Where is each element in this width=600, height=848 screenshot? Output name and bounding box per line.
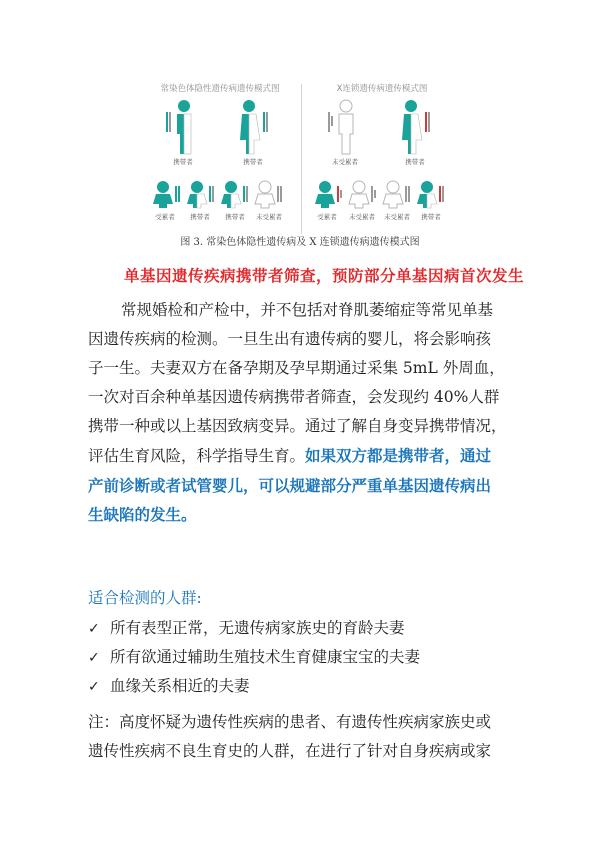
- paragraph-line: 携带一种或以上基因致病变异。通过了解自身变异携带情况，: [88, 417, 507, 435]
- carrier-father-figure: [165, 98, 197, 156]
- paragraph-text: 评估生育风险，科学指导生育。: [88, 447, 306, 465]
- figure-divider: [301, 84, 302, 234]
- inheritance-figure: [145, 76, 460, 240]
- paragraph-line-mixed: [88, 441, 520, 471]
- left-parent-label-2: 携带者: [243, 158, 263, 166]
- list-item: [88, 643, 420, 672]
- right-child-label-2: 未受累者: [349, 213, 375, 221]
- list-item-text: 血缘关系相近的夫妻: [110, 677, 250, 695]
- carrier-mother-figure: [235, 98, 269, 156]
- paragraph-line: 因遗传疾病的检测。一旦生出有遗传病的婴儿，将会影响孩: [88, 330, 492, 348]
- x-affected-child-figure: [315, 180, 343, 210]
- left-child-label-3: 携带者: [225, 213, 245, 221]
- x-carrier-mother-figure: [397, 98, 431, 156]
- carrier-child-figure-1: [187, 180, 215, 210]
- affected-child-figure: [153, 180, 181, 210]
- x-unaffected-child-figure-1: [349, 180, 377, 210]
- section-heading: 单基因遗传疾病携带者筛查，预防部分单基因病首次发生: [124, 266, 525, 285]
- audience-title: 适合检测的人群:: [88, 589, 202, 607]
- highlight-line: 产前诊断或者试管婴儿，可以规避部分严重单基因遗传病出: [88, 476, 492, 495]
- right-child-label-3: 未受累者: [384, 213, 410, 221]
- right-child-label-1: 受累者: [317, 213, 337, 221]
- paragraph-line: 常规婚检和产检中，并不包括对脊肌萎缩症等常见单基: [121, 301, 494, 319]
- right-panel-title: X连锁遗传病遗传模式图: [336, 84, 428, 94]
- carrier-child-figure-2: [221, 180, 249, 210]
- unaffected-child-figure: [255, 180, 283, 210]
- highlight-text: 如果双方都是携带者，通过: [305, 446, 492, 465]
- x-unaffected-child-figure-2: [383, 180, 411, 210]
- list-item: [88, 672, 420, 701]
- left-child-label-2: 携带者: [190, 213, 210, 221]
- list-item-text: 所有欲通过辅助生殖技术生育健康宝宝的夫妻: [110, 648, 421, 666]
- highlight-line: 生缺陷的发生。: [88, 505, 197, 524]
- left-child-label-4: 未受累者: [256, 213, 282, 221]
- check-icon: ✓: [88, 621, 100, 637]
- right-parent-label-1: 未受累者: [332, 158, 358, 166]
- check-icon: ✓: [88, 650, 100, 666]
- paragraph-line: 子一生。夫妻双方在备孕期及孕早期通过采集 5mL 外周血，: [88, 359, 505, 377]
- list-item-text: 所有表型正常，无遗传病家族史的育龄夫妻: [110, 619, 405, 637]
- right-parent-label-2: 携带者: [405, 158, 425, 166]
- paragraph-line: 一次对百余种单基因遗传病携带者筛查，会发现约 40%人群: [88, 388, 500, 406]
- note-paragraph: [88, 708, 528, 766]
- left-panel-title: 常染色体隐性遗传病遗传模式图: [160, 84, 280, 94]
- note-line: 遗传性疾病不良生育史的人群，在进行了针对自身疾病或家: [88, 742, 492, 760]
- x-carrier-child-figure: [417, 180, 445, 210]
- right-child-label-4: 携带者: [421, 213, 441, 221]
- note-line: 注：高度怀疑为遗传性疾病的患者、有遗传性疾病家族史或: [88, 713, 492, 731]
- unaffected-father-figure: [327, 98, 359, 156]
- check-icon: ✓: [88, 679, 100, 695]
- list-item: [88, 614, 420, 643]
- audience-list: [88, 614, 420, 701]
- figure-caption: 图 3. 常染色体隐性遗传病及 X 连锁遗传病遗传模式图: [180, 237, 420, 248]
- left-child-label-1: 受累者: [155, 213, 175, 221]
- x-linked-panel: [307, 76, 457, 240]
- body-paragraph: [88, 296, 520, 529]
- left-parent-label-1: 携带者: [173, 158, 193, 166]
- autosomal-recessive-panel: [145, 76, 295, 240]
